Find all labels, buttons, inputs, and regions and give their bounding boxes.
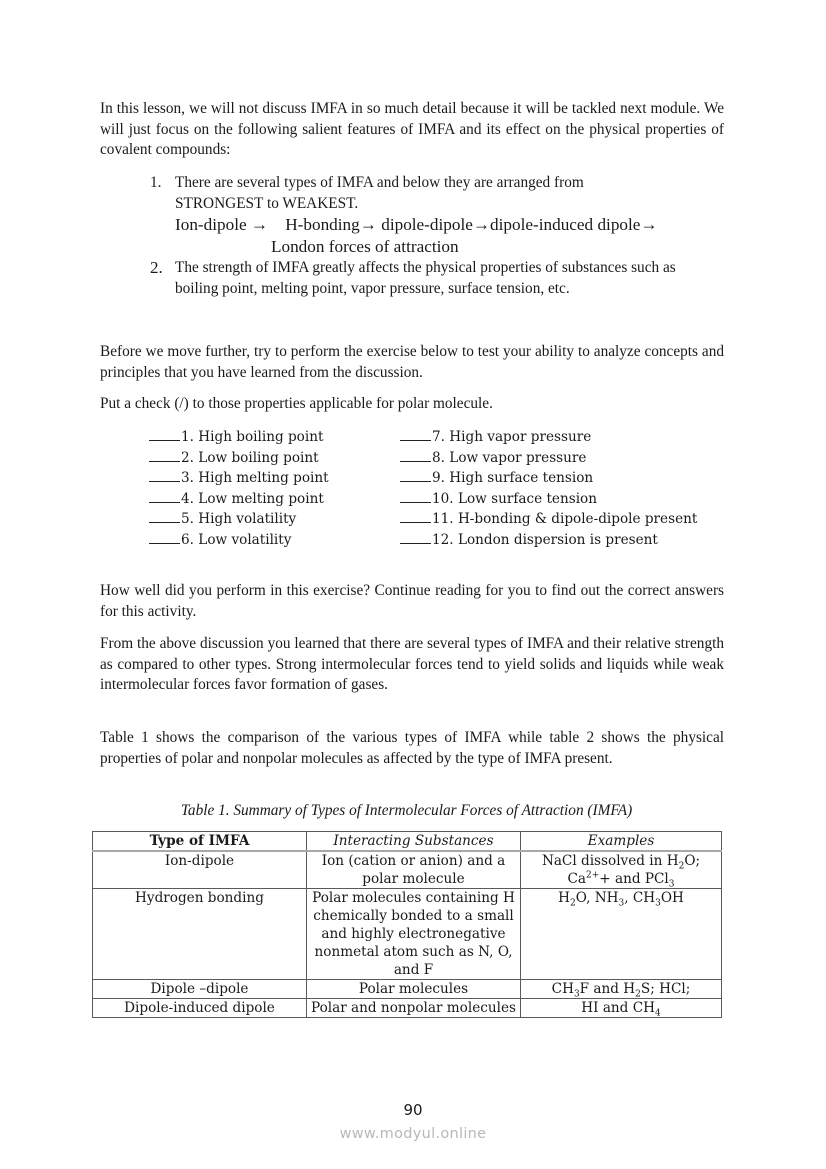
- checklist-item[interactable]: 2. Low boiling point: [149, 447, 329, 468]
- checklist-item[interactable]: 5. High volatility: [149, 508, 329, 529]
- answer-blank[interactable]: [149, 508, 180, 523]
- exercise-instruction: Put a check (/) to those properties applicable for polar molecule.: [100, 395, 493, 412]
- column-header-substances: Interacting Substances: [307, 832, 521, 852]
- checklist-item[interactable]: 9. High surface tension: [400, 467, 697, 488]
- table-row: [93, 851, 722, 889]
- answer-blank[interactable]: [400, 447, 431, 462]
- answer-blank[interactable]: [149, 467, 180, 482]
- website-watermark[interactable]: www.modyul.online: [339, 1126, 487, 1142]
- checklist-item[interactable]: 1. High boiling point: [149, 426, 329, 447]
- cell-substances: Polar molecules: [307, 980, 521, 999]
- checklist-right-column: [400, 426, 697, 550]
- answer-blank[interactable]: [149, 529, 180, 544]
- column-header-type: Type of IMFA: [93, 832, 307, 852]
- answer-blank[interactable]: [400, 426, 431, 441]
- followup-paragraph-2: From the above discussion you learned that there are several types of IMFA and their relative strength as compared to other types. Strong intermolecular forces tend to yield solids and liquids while weak intermolecular forces favor formation of gases.: [100, 635, 724, 693]
- checklist-item[interactable]: 10. Low surface tension: [400, 488, 697, 509]
- imfa-strength-chain-end: London forces of attraction: [271, 237, 459, 256]
- table-row: [93, 889, 722, 980]
- feature-number: 2.: [150, 258, 163, 277]
- feature-item-1: [150, 173, 730, 258]
- feature-text: There are several types of IMFA and below they are arranged from STRONGEST to WEAKEST.: [175, 174, 584, 212]
- table-header-row: [93, 832, 722, 852]
- exercise-intro: Before we move further, try to perform the exercise below to test your ability to analyze concepts and principles that you have learned from the discussion.: [100, 343, 724, 381]
- followup-paragraph-3: Table 1 shows the comparison of the various types of IMFA while table 2 shows the physical properties of polar and nonpolar molecules as affected by the type of IMFA present.: [100, 729, 724, 767]
- table-caption: Table 1. Summary of Types of Intermolecular Forces of Attraction (IMFA): [180, 802, 633, 819]
- cell-examples: $CH_3F$ and $H_2S$; HCl;: [521, 980, 722, 999]
- checklist-item[interactable]: 7. High vapor pressure: [400, 426, 697, 447]
- cell-substances: Polar molecules containing H chemically bonded to a small and highly electronegative nonmetal atom such as N, O, and F: [307, 889, 521, 980]
- checklist-item[interactable]: 4. Low melting point: [149, 488, 329, 509]
- table-row: [93, 999, 722, 1018]
- answer-blank[interactable]: [400, 488, 431, 503]
- checklist-item[interactable]: 8. Low vapor pressure: [400, 447, 697, 468]
- answer-blank[interactable]: [400, 467, 431, 482]
- intro-paragraph: In this lesson, we will not discuss IMFA in so much detail because it will be tackled next module. We will just focus on the following salient features of IMFA and its effect on the physical properties of covalent compounds:: [100, 100, 724, 158]
- column-header-examples: Examples: [521, 832, 722, 852]
- imfa-summary-table: [92, 831, 722, 1018]
- cell-examples: NaCl dissolved in $H_2O$; $Ca^{2+}+$ and PCl$_3$: [521, 851, 722, 889]
- checklist-left-column: [149, 426, 329, 550]
- checklist-item[interactable]: 3. High melting point: [149, 467, 329, 488]
- feature-item-2: [150, 258, 730, 299]
- answer-blank[interactable]: [149, 488, 180, 503]
- feature-text: The strength of IMFA greatly affects the physical properties of substances such as boiling point, melting point, vapor pressure, surface tension, etc.: [175, 259, 676, 297]
- checklist-item[interactable]: 11. H-bonding & dipole-dipole present: [400, 508, 697, 529]
- cell-substances: Polar and nonpolar molecules: [307, 999, 521, 1018]
- checklist-item[interactable]: 12. London dispersion is present: [400, 529, 697, 550]
- page-number: 90: [403, 1101, 423, 1119]
- answer-blank[interactable]: [149, 426, 180, 441]
- cell-type: Dipole –dipole: [93, 980, 307, 999]
- followup-paragraph-1: How well did you perform in this exercise? Continue reading for you to find out the correct answers for this activity.: [100, 582, 724, 620]
- checklist-item[interactable]: 6. Low volatility: [149, 529, 329, 550]
- cell-examples: $H_2O$, $NH_3$, $CH_3OH$: [521, 889, 722, 980]
- cell-type: Dipole-induced dipole: [93, 999, 307, 1018]
- cell-type: Ion-dipole: [93, 851, 307, 889]
- imfa-features-list: [150, 173, 730, 299]
- answer-blank[interactable]: [400, 508, 431, 523]
- answer-blank[interactable]: [400, 529, 431, 544]
- imfa-strength-chain: Ion-dipole → H-bonding→ dipole-dipole→dipole-induced dipole→: [175, 215, 658, 234]
- cell-substances: Ion (cation or anion) and a polar molecule: [307, 851, 521, 889]
- cell-type: Hydrogen bonding: [93, 889, 307, 980]
- answer-blank[interactable]: [149, 447, 180, 462]
- feature-number: 1.: [150, 174, 162, 191]
- table-row: [93, 980, 722, 999]
- cell-examples: HI and $CH_4$: [521, 999, 722, 1018]
